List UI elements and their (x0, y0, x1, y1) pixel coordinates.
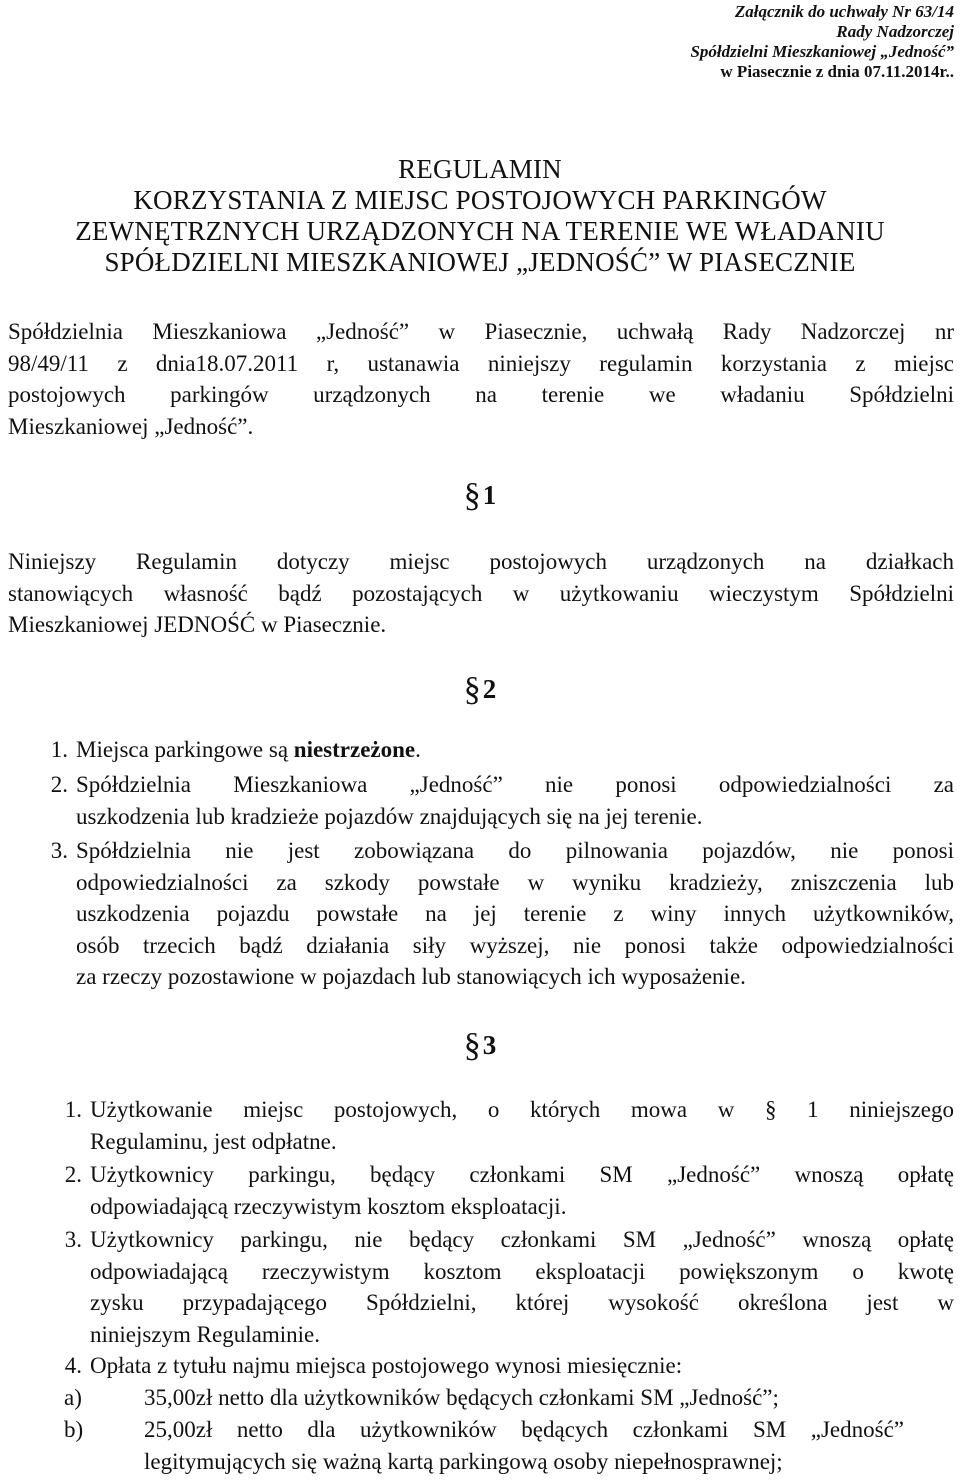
text-line: legitymujących się ważną kartą parkingową osoby niepełnosprawnej; (144, 1448, 783, 1474)
section-number: 3 (482, 1030, 497, 1060)
text-line: odpowiadającą rzeczywistym kosztom eksploatacji powiększonym o kwotę (90, 1258, 954, 1284)
text-line: Spółdzielnia nie jest zobowiązana do pilnowania pojazdów, nie ponosi (76, 838, 954, 863)
section-1-paragraph (8, 546, 954, 641)
list-text (144, 1382, 954, 1414)
text-line: Spółdzielnia Mieszkaniowa „Jedność” nie ponosi odpowiedzialności za (76, 772, 954, 797)
text-line: stanowiących własność bądź pozostających w użytkowaniu wieczystym Spółdzielni (8, 580, 954, 606)
text-line: odpowiedzialności za szkody powstałe w wyniku kradzieży, zniszczenia lub (76, 869, 954, 895)
list-number: 1. (50, 737, 68, 762)
text-line: 35,00zł netto dla użytkowników będących członkami SM „Jedność”; (144, 1385, 779, 1410)
intro-paragraph (8, 316, 954, 442)
text-line: zysku przypadającego Spółdzielni, której wysokość określona jest w (90, 1290, 954, 1315)
text-line: odpowiadającą rzeczywistym kosztom eksploatacji. (90, 1193, 567, 1219)
list-text (90, 1224, 954, 1350)
text-line: Niniejszy Regulamin dotyczy miejsc postojowych urządzonych na działkach (8, 549, 954, 574)
text-line: 25,00zł netto dla użytkowników będących członkami SM „Jedność” (144, 1417, 904, 1442)
list-text (76, 769, 954, 832)
text-line: za rzeczy pozostawione w pojazdach lub stanowiących ich wyposażenie. (76, 964, 746, 989)
list-number: 2. (64, 1162, 82, 1187)
title-line: REGULAMIN (398, 154, 562, 184)
list-text (90, 1159, 954, 1222)
section-heading-3 (0, 1027, 960, 1064)
document-title (0, 154, 960, 278)
text-line: Mieszkaniowej „Jedność”. (8, 413, 254, 439)
text-emphasis: niestrzeżone (293, 737, 416, 762)
title-line: ZEWNĘTRZNYCH URZĄDZONYCH NA TERENIE WE WŁADANIU (75, 216, 885, 246)
attachment-note (690, 2, 954, 82)
title-line: SPÓŁDZIELNI MIESZKANIOWEJ „JEDNOŚĆ” W PIASECZNIE (104, 247, 856, 277)
text-line: Użytkownicy parkingu, nie będący członkami SM „Jedność” wnoszą opłatę (90, 1227, 954, 1252)
attachment-line: Rady Nadzorczej (836, 22, 954, 41)
section-number: 1 (482, 480, 497, 510)
list-number: 3. (64, 1227, 82, 1252)
text-line: Spółdzielnia Mieszkaniowa „Jedność” w Piasecznie, uchwałą Rady Nadzorczej nr (8, 319, 954, 344)
section-mark: § (463, 671, 481, 708)
sub-list-letter: a) (64, 1385, 82, 1410)
text-line: postojowych parkingów urządzonych na terenie we władaniu Spółdzielni (8, 382, 954, 407)
text-line: Użytkownicy parkingu, będący członkami SM „Jedność” wnoszą opłatę (90, 1162, 954, 1187)
list-text (90, 1094, 954, 1157)
sub-list-letter: b) (64, 1417, 84, 1442)
section-mark: § (463, 477, 481, 514)
list-text (76, 835, 954, 993)
text-line: Opłata z tytułu najmu miejsca postojowego wynosi miesięcznie: (90, 1353, 683, 1378)
list-text (144, 1414, 904, 1477)
list-number: 4. (64, 1353, 82, 1378)
section-heading-1 (0, 477, 960, 514)
text-line: Mieszkaniowej JEDNOŚĆ w Piasecznie. (8, 612, 387, 637)
text-line: uszkodzenia pojazdu powstałe na jej terenie z winy innych użytkowników, (76, 901, 954, 926)
text-line: uszkodzenia lub kradzieże pojazdów znajdujących się na jej terenie. (76, 803, 703, 829)
text-fragment: . (415, 737, 421, 762)
text-line: Użytkowanie miejsc postojowych, o których mowa w § 1 niniejszego (90, 1097, 954, 1122)
section-mark: § (463, 1027, 481, 1064)
attachment-date: w Piasecznie z dnia 07.11.2014r.. (720, 62, 954, 81)
title-line: KORZYSTANIA Z MIEJSC POSTOJOWYCH PARKINGÓW (133, 185, 827, 215)
text-fragment: Miejsca parkingowe są (76, 737, 294, 762)
attachment-line: Załącznik do uchwały Nr 63/14 (734, 2, 954, 21)
list-number: 3. (50, 838, 68, 863)
list-number: 1. (64, 1097, 82, 1122)
text-line: 98/49/11 z dnia18.07.2011 r, ustanawia niniejszy regulamin korzystania z miejsc (8, 350, 954, 376)
text-line: osób trzecich bądź działania siły wyższej, nie ponosi także odpowiedzialności (76, 932, 954, 958)
section-number: 2 (482, 674, 497, 704)
list-text (90, 1350, 954, 1382)
text-line: Regulaminu, jest odpłatne. (90, 1128, 337, 1154)
section-heading-2 (0, 671, 960, 708)
list-text (76, 734, 954, 766)
attachment-line: Spółdzielni Mieszkaniowej „Jedność” (690, 42, 954, 61)
list-number: 2. (50, 772, 68, 797)
text-line: niniejszym Regulaminie. (90, 1321, 320, 1347)
